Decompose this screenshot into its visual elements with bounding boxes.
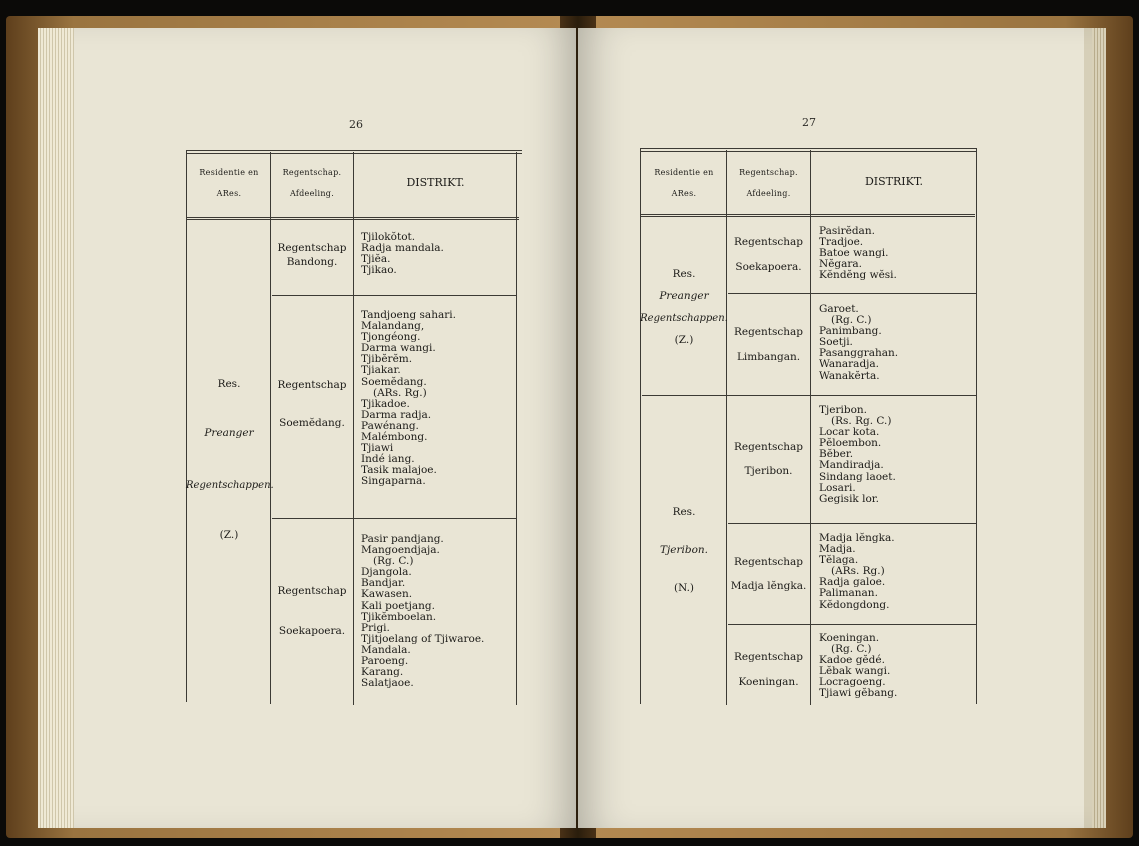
- district-name: Mandiradja.: [819, 459, 884, 472]
- district-name: Bandjar.: [361, 577, 406, 590]
- header-regentschap-line1: Regentschap.: [282, 168, 342, 177]
- district-name: Mangoendjaja.: [361, 544, 440, 557]
- district-name: Pĕloembon.: [819, 437, 882, 450]
- col-rule: [353, 152, 354, 705]
- district-name: Tradjoe.: [819, 236, 864, 249]
- page-number-27: 27: [802, 116, 816, 129]
- district-name: Pasanggrahan.: [819, 347, 899, 360]
- regentschap-label: Regentschap: [277, 585, 347, 597]
- header-regentschap-line2: Afdeeling.: [746, 189, 791, 198]
- header-rule: [640, 214, 975, 215]
- regentschap-label: Regentschap: [733, 326, 804, 338]
- right-page-edges: [1092, 28, 1106, 828]
- district-name: Soemĕdang.: [361, 375, 427, 388]
- header-regentschap-line1: Regentschap.: [739, 168, 798, 177]
- left-page-edges: [38, 28, 74, 828]
- district-name: Madja lĕngka.: [819, 532, 895, 544]
- district-name: Indé iang.: [361, 453, 415, 466]
- regentschap-label: Regentschap: [733, 441, 804, 453]
- regentschap-name: Tjeribon.: [744, 465, 793, 477]
- residentie-name1: Tjeribon.: [660, 544, 708, 556]
- district-name: Karang.: [361, 666, 404, 679]
- district-name: Wanaradja.: [819, 358, 880, 371]
- table-top-rule-2: [640, 151, 977, 152]
- district-name: Tjilokŏtot.: [361, 231, 416, 243]
- district-name: Mandala.: [361, 643, 411, 656]
- district-name: Tĕlaga.: [819, 554, 859, 567]
- district-name: Darma wangi.: [361, 342, 436, 355]
- district-name: Tjibĕrĕm.: [361, 353, 413, 366]
- regentschap-label: Regentschap: [277, 379, 347, 391]
- residentie-res: Res.: [672, 268, 696, 280]
- header-regentschap-line2: Afdeeling.: [289, 189, 335, 198]
- regentschap-name: Limbangan.: [736, 351, 801, 363]
- regentschap-name: Soekapoera.: [278, 625, 346, 637]
- district-name: Malandang,: [361, 320, 425, 333]
- district-name: Kadoe gĕdé.: [819, 654, 885, 667]
- district-list: [819, 226, 897, 281]
- district-name: Panimbang.: [819, 325, 882, 338]
- district-list: [361, 310, 456, 488]
- district-name: Tjikĕmboelan.: [361, 610, 437, 623]
- row-rule: [272, 518, 516, 519]
- col-rule: [810, 150, 811, 705]
- header-residentie-line1: Residentie en: [654, 168, 714, 177]
- residentie-name1: Preanger: [204, 427, 254, 439]
- header-distrikt: DISTRIKT.: [406, 176, 465, 189]
- district-name: Garoet.: [819, 303, 859, 315]
- district-name: Tjitjoelang of Tjiwaroe.: [361, 632, 485, 645]
- district-name: Tandjoeng sahari.: [361, 309, 456, 321]
- district-name: Djangola.: [361, 566, 412, 579]
- district-name: (Rg. C.): [373, 555, 414, 568]
- district-name: Tjiawi: [361, 442, 394, 455]
- row-rule: [728, 624, 976, 625]
- regentschap-label: Regentschap: [733, 556, 804, 568]
- district-name: Kĕndĕng wĕsi.: [819, 269, 897, 282]
- district-name: Tjongéong.: [361, 331, 421, 344]
- district-name: Tjiakar.: [361, 364, 401, 377]
- district-name: Paroeng.: [361, 655, 409, 668]
- district-name: Pawénang.: [361, 419, 419, 432]
- regentschap-name: Koeningan.: [738, 676, 799, 688]
- district-name: Tjiĕa.: [361, 253, 391, 266]
- district-name: (Rs. Rg. C.): [831, 415, 892, 428]
- district-name: Locar kota.: [819, 426, 880, 439]
- district-name: Kawasen.: [361, 588, 413, 601]
- district-name: Tjikadoe.: [361, 397, 410, 410]
- district-name: Tjiawi gĕbang.: [819, 687, 898, 700]
- district-name: Nĕgara.: [819, 258, 862, 271]
- district-name: (ARs. Rg.): [831, 565, 885, 578]
- col-rule: [640, 148, 641, 704]
- district-name: Prigi.: [361, 621, 390, 634]
- regentschap-label: Regentschap: [733, 236, 804, 248]
- district-name: (ARs. Rg.): [373, 386, 427, 399]
- district-name: Gegisik lor.: [819, 492, 880, 505]
- district-list: [361, 534, 484, 689]
- regentschap-name: Madja lĕngka.: [730, 580, 807, 592]
- header-residentie-line2: ARes.: [671, 189, 697, 198]
- header-residentie-line2: ARes.: [216, 189, 242, 198]
- district-name: Lĕbak wangi.: [819, 665, 891, 678]
- district-name: Tasik malajoe.: [361, 464, 437, 477]
- table-top-rule: [186, 150, 522, 151]
- district-name: Salatjaoe.: [361, 677, 414, 690]
- col-rule: [726, 150, 727, 705]
- district-name: (Rg. C.): [831, 314, 872, 327]
- district-name: (Rg. C.): [831, 643, 872, 656]
- district-name: Darma radja.: [361, 408, 432, 421]
- page-number-26: 26: [349, 118, 363, 131]
- district-name: Kali poetjang.: [361, 599, 435, 612]
- col-rule: [186, 150, 187, 702]
- residentie-code: (Z.): [219, 529, 239, 541]
- district-name: Radja mandala.: [361, 242, 444, 255]
- regentschap-label: Regentschap: [733, 651, 804, 663]
- district-name: Pasir pandjang.: [361, 533, 444, 545]
- header-rule-2: [640, 216, 975, 217]
- row-rule: [728, 523, 976, 524]
- district-name: Kĕdongdong.: [819, 598, 890, 611]
- col-rule: [516, 152, 517, 705]
- district-name: Bĕber.: [819, 448, 854, 461]
- regentschap-name: Soemĕdang.: [279, 417, 345, 429]
- district-name: Koeningan.: [819, 632, 880, 644]
- district-name: Wanakĕrta.: [819, 369, 880, 382]
- district-name: Batoe wangi.: [819, 247, 889, 260]
- district-list: [819, 533, 895, 611]
- district-name: Losari.: [819, 481, 856, 494]
- district-name: Malémbong.: [361, 431, 428, 444]
- district-name: Tjikao.: [361, 264, 397, 277]
- header-residentie-line1: Residentie en: [199, 168, 259, 177]
- district-name: Madja.: [819, 543, 856, 556]
- district-name: Pasirĕdan.: [819, 225, 875, 237]
- district-name: Radja galoe.: [819, 576, 886, 589]
- table-top-rule: [640, 148, 977, 149]
- residentie-name1: Preanger: [659, 290, 709, 302]
- regentschap-name: Bandong.: [286, 256, 338, 268]
- district-name: Palimanan.: [819, 587, 878, 600]
- residentie-name2: Regentschappen.: [640, 313, 728, 324]
- col-rule: [976, 148, 977, 704]
- district-list: [819, 304, 898, 382]
- district-name: Soetji.: [819, 336, 853, 349]
- residentie-code: (Z.): [674, 334, 694, 346]
- district-list: [819, 405, 896, 505]
- district-list: [361, 232, 444, 276]
- district-name: Sindang laoet.: [819, 470, 896, 483]
- district-name: Tjeribon.: [819, 404, 867, 416]
- row-rule: [728, 293, 976, 294]
- district-name: Locragoeng.: [819, 676, 886, 689]
- row-rule: [642, 395, 976, 396]
- regentschap-label: Regentschap: [277, 242, 347, 254]
- residentie-code: (N.): [673, 582, 695, 594]
- district-name: Singaparna.: [361, 475, 426, 488]
- residentie-res: Res.: [217, 378, 241, 390]
- district-list: [819, 633, 897, 700]
- regentschap-name: Soekapoera.: [735, 261, 802, 273]
- residentie-name2: Regentschappen.: [186, 480, 274, 491]
- header-distrikt: DISTRIKT.: [864, 175, 924, 188]
- table-top-rule-2: [186, 153, 522, 154]
- residentie-res: Res.: [672, 506, 696, 518]
- row-rule: [272, 295, 516, 296]
